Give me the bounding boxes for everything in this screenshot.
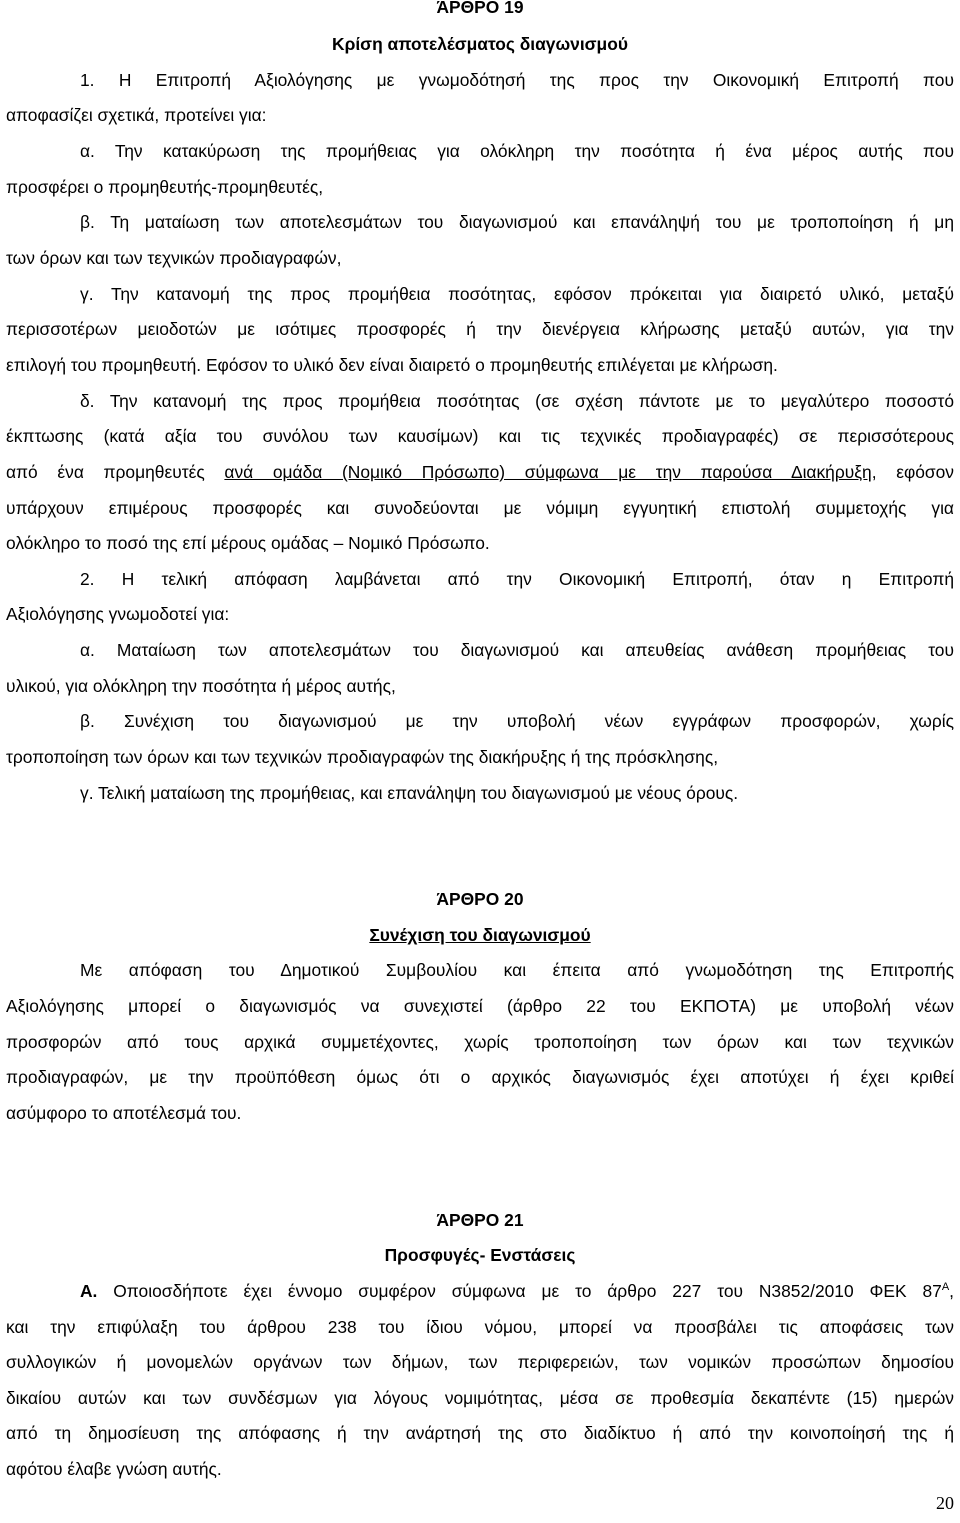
article-20-line: προδιαγραφών, με την προϋπόθεση όμως ότι ο αρχικός διαγωνισμός έχει αποτύχει ή έχει κριθεί — [6, 1067, 954, 1087]
page-number: 20 — [936, 1493, 954, 1513]
article-19-line: υλικού, για ολόκληρη την ποσότητα ή μέρος αυτής, — [6, 676, 396, 696]
article-19-line: γ. Την κατανομή της προς προμήθεια ποσότητας, εφόσον πρόκειται για διαιρετό υλικό, μεταξύ — [80, 284, 954, 304]
article-19-line: β. Συνέχιση του διαγωνισμού με την υποβολή νέων εγγράφων προσφορών, χωρίς — [80, 711, 954, 731]
article-19-line: υπάρχουν επιμέρους προσφορές και συνοδεύονται με νόμιμη εγγυητική επιστολή συμμετοχής για — [6, 498, 954, 518]
underlined-text: ανά ομάδα (Νομικό Πρόσωπο) σύμφωνα με την παρούσα Διακήρυξη — [224, 462, 872, 482]
article-21-line: και την επιφύλαξη του άρθρου 238 του ίδιου νόμου, μπορεί να προσβάλει τις αποφάσεις των — [6, 1317, 954, 1337]
article-19-line: 2. Η τελική απόφαση λαμβάνεται από την Οικονομική Επιτροπή, όταν η Επιτροπή — [80, 569, 954, 589]
line-text: , — [949, 1281, 954, 1301]
article-19-line: α. Την κατακύρωση της προμήθειας για ολόκληρη την ποσότητα ή ένα μέρος αυτής που — [80, 141, 954, 161]
article-19-heading: ΆΡΘΡΟ 19 — [436, 0, 524, 17]
article-19-line: περισσοτέρων μειοδοτών με ισότιμες προσφορές ή την διενέργεια κλήρωσης μεταξύ αυτών, για την — [6, 319, 954, 339]
line-text: Με απόφαση του Δημοτικού Συμβουλίου και έπειτα από γνωμοδότηση της Επιτροπής — [80, 960, 954, 980]
article-19-line: 1. Η Επιτροπή Αξιολόγησης με γνωμοδότησή της προς την Οικονομική Επιτροπή που — [80, 70, 954, 90]
article-19-line: αποφασίζει σχετικά, προτείνει για: — [6, 105, 267, 125]
article-21-line — [80, 1280, 954, 1302]
article-20-line: προσφορών από τους αρχικά συμμετέχοντες, χωρίς τροποποίηση των όρων και των τεχνικών — [6, 1032, 954, 1052]
article-21-line: συλλογικών ή μονομελών οργάνων των δήμων, των περιφερειών, των νομικών προσώπων δημοσίου — [6, 1352, 954, 1372]
article-21-line: δικαίου αυτών και των συνδέσμων για λόγους νομιμότητας, μέσα σε προθεσμία δεκαπέντε (15) ημερών — [6, 1388, 954, 1408]
article-19-line: Αξιολόγησης γνωμοδοτεί για: — [6, 604, 230, 624]
article-19-line: τροποποίηση των όρων και των τεχνικών προδιαγραφών της διακήρυξης ή της πρόσκλησης, — [6, 747, 719, 767]
article-19-title: Κρίση αποτελέσματος διαγωνισμού — [332, 34, 628, 54]
article-21-line: από τη δημοσίευση της απόφασης ή την ανάρτησή της στο διαδίκτυο ή από την κοινοποίησή της ή — [6, 1423, 954, 1443]
line-text: Οποιοσδήποτε έχει έννομο συμφέρον σύμφωνα με το άρθρο 227 του Ν3852/2010 ΦΕΚ 87 — [97, 1281, 942, 1301]
line-text: από ένα προμηθευτές — [6, 462, 225, 482]
article-19-line: β. Τη ματαίωση των αποτελεσμάτων του διαγωνισμού και επανάληψή του με τροποποίηση ή μη — [80, 212, 954, 232]
article-20-line: Αξιολόγησης μπορεί ο διαγωνισμός να συνεχιστεί (άρθρο 22 του ΕΚΠΟΤΑ) με υποβολή νέων — [6, 996, 954, 1016]
line-text: , εφόσον — [871, 462, 955, 482]
superscript: Α — [941, 1281, 950, 1294]
article-19-line — [6, 461, 954, 483]
article-19-line: α. Ματαίωση των αποτελεσμάτων του διαγωνισμού και απευθείας ανάθεση προμήθειας του — [80, 640, 954, 660]
article-19-line: δ. Την κατανομή της προς προμήθεια ποσότητας (σε σχέση πάντοτε με το μεγαλύτερο ποσοστό — [80, 391, 954, 411]
article-19-line: επιλογή του προμηθευτή. Εφόσον το υλικό δεν είναι διαιρετό ο προμηθευτής επιλέγεται με κλήρωση. — [6, 355, 778, 375]
article-19-line: προσφέρει ο προμηθευτής-προμηθευτές, — [6, 177, 324, 197]
article-21-heading: ΆΡΘΡΟ 21 — [436, 1210, 524, 1230]
paragraph-label: Α. — [80, 1281, 98, 1301]
article-19-line: των όρων και των τεχνικών προδιαγραφών, — [6, 248, 342, 268]
article-20-line — [80, 959, 954, 981]
article-20-title: Συνέχιση του διαγωνισμού — [369, 925, 591, 945]
article-19-line: έκπτωσης (κατά αξία του συνόλου των καυσίμων) και τις τεχνικές προδιαγραφές) σε περισσότερους — [6, 426, 954, 446]
article-20-heading: ΆΡΘΡΟ 20 — [436, 889, 524, 909]
article-20-line: ασύμφορο το αποτέλεσμά του. — [6, 1103, 242, 1123]
article-19-line: ολόκληρο το ποσό της επί μέρους ομάδας – Νομικό Πρόσωπο. — [6, 533, 490, 553]
article-21-title: Προσφυγές- Ενστάσεις — [384, 1245, 576, 1265]
article-19-line: γ. Τελική ματαίωση της προμήθειας, και επανάληψη του διαγωνισμού με νέους όρους. — [80, 783, 739, 803]
article-21-line: αφότου έλαβε γνώση αυτής. — [6, 1459, 222, 1479]
